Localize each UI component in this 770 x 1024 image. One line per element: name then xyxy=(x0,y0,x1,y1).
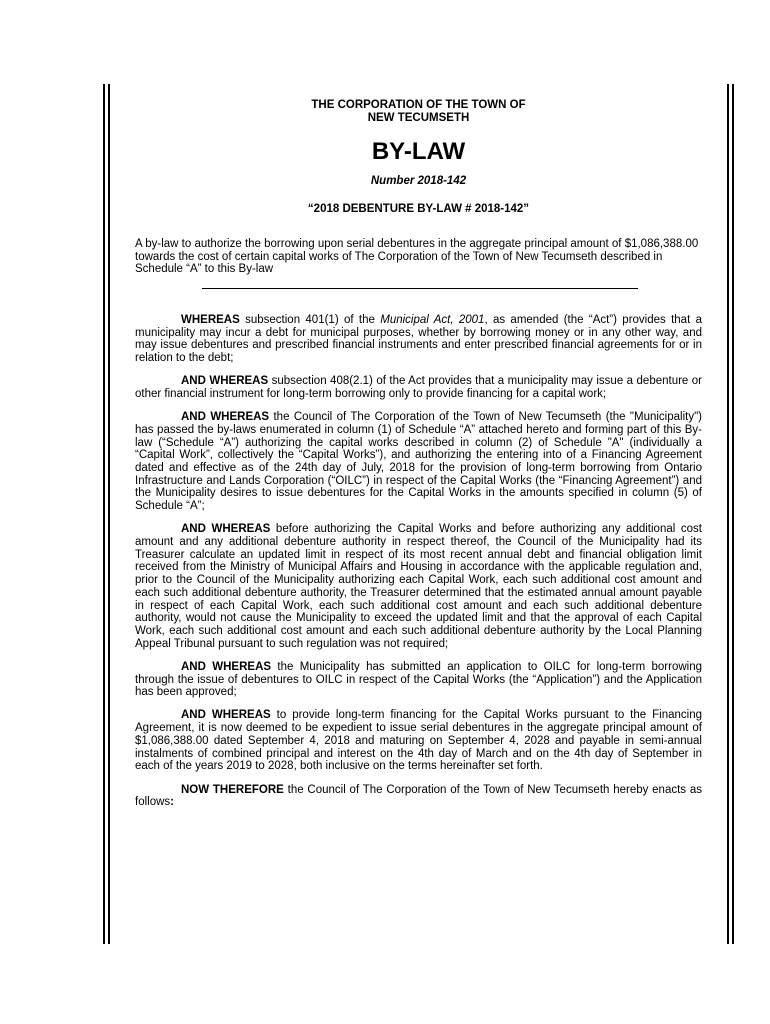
recital-keyword: WHEREAS xyxy=(181,314,240,326)
recital-text: the Council of The Corporation of the Town of New Tecumseth hereby enacts as follows xyxy=(135,783,702,809)
recital-text: , as amended (the “Act”) provides that a municipality may incur a debt for municipal purposes, whether by borrowing money or in any other way, and may issue debentures and prescribed financial instruments and enter prescribed financial agreements for or in relation to the debt; xyxy=(135,314,702,365)
recital-paragraph xyxy=(135,523,702,650)
separator-line xyxy=(202,288,638,289)
recital-paragraph xyxy=(135,314,702,365)
bylaw-number: Number 2018-142 xyxy=(370,175,467,187)
enacting-clause xyxy=(135,784,702,809)
recital-keyword: AND WHEREAS xyxy=(181,411,270,424)
bylaw-citation: “2018 DEBENTURE BY-LAW # 2018-142” xyxy=(307,203,530,215)
recitals xyxy=(135,314,702,819)
recital-text: subsection 401(1) of the xyxy=(239,314,381,326)
recital-text: before authorizing the Capital Works and before authorizing any additional cost amount and any additional debenture authority in respect thereof, the Council of the Municipality had its Treasurer calculate an updated limit in respect of its most recent annual debt and financial obligation limit received from the Ministry of Municipal Affairs and Housing in accordance with the applicable regulation and, prior to the Council of the Municipality authorizing each Capital Work, each such additional cost amount and each such additional debenture authority, the Treasurer determined that the estimated annual amount payable in respect of each Capital Work, each such additional cost amount and each such additional debenture authority, would not cause the Municipality to exceed the updated limit and that the approval of each Capital Work, each such additional cost amount and each such additional debenture authority by the Local Planning Appeal Tribunal pursuant to such regulation was not required; xyxy=(135,523,702,650)
enacting-colon: : xyxy=(170,796,174,809)
recital-text: the Council of The Corporation of the Town of New Tecumseth (the "Municipality") has passed the by-laws enumerated in column (1) of Schedule “A” attached hereto and forming part of this By-law (“Schedule “A”) authorizing the capital works described in column (2) of Schedule "A" (individually a “Capital Work”, collectively the “Capital Works”), and authorizing the entering into of a Financing Agreement dated and effective as of the 24th day of July, 2018 for the provision of long-term borrowing from Ontario Infrastructure and Lands Corporation (“OILC”) in respect of the Capital Works (the “Financing Agreement”) and the Municipality desires to issue debentures for the Capital Works in the amounts specified in column (5) of Schedule “A”; xyxy=(135,411,702,513)
recital-keyword: AND WHEREAS xyxy=(181,375,269,388)
right-border-rule-outer xyxy=(732,84,734,944)
recital-paragraph xyxy=(135,709,702,773)
recital-text: the Municipality has submitted an application to OILC for long-term borrowing through the issue of debentures to OILC in respect of the Capital Works (the “Application”) and the Application has been approved; xyxy=(135,660,703,699)
recital-paragraph xyxy=(135,375,702,400)
recital-keyword: AND WHEREAS xyxy=(181,523,271,536)
purpose-statement: A by-law to authorize the borrowing upon serial debentures in the aggregate principal amount of $1,086,388.00 towards the cost of certain capital works of The Corporation of the Town of New Tecumseth described in Schedule “A” to this By-law xyxy=(135,238,699,276)
document-title: BY-LAW xyxy=(371,138,466,165)
recital-keyword: AND WHEREAS xyxy=(181,660,272,673)
statute-name: Municipal Act, 2001 xyxy=(380,314,485,326)
recital-paragraph xyxy=(135,661,702,699)
recital-keyword: AND WHEREAS xyxy=(181,709,271,722)
recital-paragraph xyxy=(135,411,702,513)
corporation-heading-line1: THE CORPORATION OF THE TOWN OF xyxy=(311,99,526,111)
left-border-rule-outer xyxy=(103,84,105,944)
recital-text: to provide long-term financing for the Capital Works pursuant to the Financing Agreement, it is now deemed to be expedient to issue serial debentures in the aggregate principal amount of $1,086,388.00 dated September 4, 2018 and maturing on September 4, 2028 and payable in semi-annual instalments of combined principal and interest on the 4th day of March and on the 4th day of September in each of the years 2019 to 2028, both inclusive on the terms hereinafter set forth. xyxy=(135,709,702,773)
left-border-rule-inner xyxy=(108,84,110,944)
right-border-rule-inner xyxy=(727,84,729,944)
recital-text: subsection 408(2.1) of the Act provides that a municipality may issue a debenture or other financial instrument for long-term borrowing only to provide financing for a capital work; xyxy=(135,375,702,401)
recital-keyword: NOW THEREFORE xyxy=(181,783,284,796)
corporation-heading-line2: NEW TECUMSETH xyxy=(367,112,470,124)
